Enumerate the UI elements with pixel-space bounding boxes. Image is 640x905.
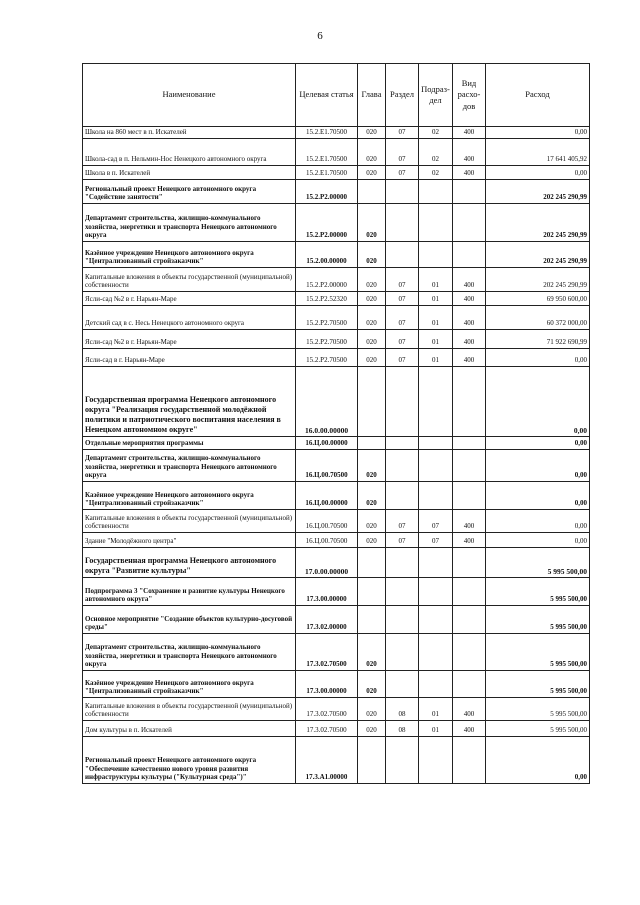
row-subsection: 07 [419,510,453,533]
row-subsection [419,671,453,698]
row-type: 400 [453,533,486,548]
row-code: 17.3.00.00000 [296,578,358,606]
row-name: Государственная программа Ненецкого автономного округа "Реализация государственной молодёжной политики и патриотического воспитания населения в Ненецком автономном округе" [83,367,296,437]
row-section: 08 [386,698,419,721]
row-name: Детский сад в с. Несь Ненецкого автономного округа [83,306,296,330]
table-row [83,242,590,268]
row-type [453,180,486,204]
row-amount: 0,00 [486,166,590,180]
row-name: Школа-сад в п. Нельмин-Нос Ненецкого автономного округа [83,139,296,166]
header-amount: Расход [486,64,590,127]
row-amount: 71 922 690,99 [486,330,590,349]
row-code: 15.2.E1.70500 [296,139,358,166]
row-code: 16.Ц.00.00000 [296,482,358,510]
row-type: 400 [453,139,486,166]
row-subsection [419,180,453,204]
table-row [83,292,590,306]
row-amount: 0,00 [486,510,590,533]
row-amount: 69 950 600,00 [486,292,590,306]
table-row [83,349,590,367]
row-chapter: 020 [358,139,386,166]
table-row [83,548,590,578]
row-section [386,737,419,784]
row-type [453,737,486,784]
row-code: 15.2.P2.70500 [296,330,358,349]
row-name: Казённое учреждение Ненецкого автономного округа "Централизованный стройзаказчик" [83,482,296,510]
row-subsection: 02 [419,127,453,139]
row-type [453,482,486,510]
row-amount: 0,00 [486,482,590,510]
table-row [83,482,590,510]
row-name: Капитальные вложения в объекты государственной (муниципальной) собственности [83,510,296,533]
row-section [386,450,419,482]
row-chapter [358,180,386,204]
table-row [83,634,590,671]
table-row [83,671,590,698]
row-code: 16.Ц.00.70500 [296,533,358,548]
row-chapter: 020 [358,166,386,180]
table-row [83,166,590,180]
table-row [83,698,590,721]
row-chapter: 020 [358,127,386,139]
row-code: 16.Ц.00.00000 [296,437,358,450]
row-chapter [358,437,386,450]
row-type: 400 [453,268,486,292]
row-name: Школа на 860 мест в п. Искателей [83,127,296,139]
row-type [453,606,486,634]
row-name: Казённое учреждение Ненецкого автономного округа "Централизованный стройзаказчик" [83,242,296,268]
row-code: 15.2.P2.00000 [296,204,358,242]
row-subsection [419,204,453,242]
header-name: Наименование [83,64,296,127]
row-type [453,548,486,578]
table-row [83,139,590,166]
row-section: 07 [386,166,419,180]
row-subsection: 01 [419,268,453,292]
row-name: Подпрограмма 3 "Сохранение и развитие культуры Ненецкого автономного округа" [83,578,296,606]
row-chapter: 020 [358,268,386,292]
row-section [386,671,419,698]
table-row [83,450,590,482]
row-chapter: 020 [358,482,386,510]
row-section: 07 [386,268,419,292]
row-chapter: 020 [358,698,386,721]
row-subsection [419,437,453,450]
row-section: 07 [386,533,419,548]
row-section: 07 [386,292,419,306]
row-section [386,482,419,510]
row-chapter: 020 [358,721,386,737]
row-chapter: 020 [358,330,386,349]
row-amount: 5 995 500,00 [486,721,590,737]
row-subsection [419,548,453,578]
row-amount: 0,00 [486,127,590,139]
row-section [386,242,419,268]
row-name: Отдельные мероприятия программы [83,437,296,450]
row-section [386,437,419,450]
row-name: Ясли-сад в г. Нарьян-Маре [83,349,296,367]
row-subsection [419,450,453,482]
row-name: Государственная программа Ненецкого автономного округа "Развитие культуры" [83,548,296,578]
row-amount: 0,00 [486,367,590,437]
row-type: 400 [453,330,486,349]
row-section [386,180,419,204]
row-name: Ясли-сад №2 в г. Нарьян-Маре [83,292,296,306]
row-amount: 202 245 290,99 [486,204,590,242]
row-subsection: 01 [419,721,453,737]
row-name: Капитальные вложения в объекты государственной (муниципальной) собственности [83,698,296,721]
row-subsection [419,737,453,784]
row-type [453,671,486,698]
table-row [83,204,590,242]
header-chapter: Глава [358,64,386,127]
row-type [453,204,486,242]
row-name: Департамент строительства, жилищно-коммунального хозяйства, энергетики и транспорта Ненецкого автономного округа [83,204,296,242]
table-row [83,533,590,548]
header-code: Целевая статья [296,64,358,127]
row-code: 15.2.P2.70500 [296,349,358,367]
row-name: Казённое учреждение Ненецкого автономного округа "Централизованный стройзаказчик" [83,671,296,698]
row-code: 15.2.P2.00000 [296,268,358,292]
row-chapter [358,367,386,437]
row-code: 15.2.E1.70500 [296,127,358,139]
row-amount: 60 372 000,00 [486,306,590,330]
row-chapter: 020 [358,510,386,533]
row-name: Дом культуры в п. Искателей [83,721,296,737]
row-type: 400 [453,510,486,533]
row-subsection [419,578,453,606]
row-code: 17.3.A1.00000 [296,737,358,784]
row-type [453,242,486,268]
row-amount: 17 641 405,92 [486,139,590,166]
row-type: 400 [453,698,486,721]
table-row [83,330,590,349]
row-type [453,367,486,437]
row-code: 15.2.P2.70500 [296,306,358,330]
row-code: 17.3.02.70500 [296,721,358,737]
table-row [83,578,590,606]
row-subsection: 01 [419,349,453,367]
row-type: 400 [453,349,486,367]
row-type: 400 [453,306,486,330]
row-section: 07 [386,139,419,166]
row-amount: 5 995 500,00 [486,698,590,721]
row-amount: 202 245 290,99 [486,242,590,268]
row-type [453,450,486,482]
row-chapter: 020 [358,306,386,330]
row-subsection: 02 [419,139,453,166]
row-amount: 0,00 [486,737,590,784]
row-chapter: 020 [358,533,386,548]
row-code: 15.2.00.00000 [296,242,358,268]
row-chapter: 020 [358,349,386,367]
row-subsection: 01 [419,306,453,330]
row-subsection: 07 [419,533,453,548]
row-section: 08 [386,721,419,737]
row-amount: 0,00 [486,450,590,482]
row-subsection: 01 [419,698,453,721]
row-code: 15.2.P2.00000 [296,180,358,204]
row-type: 400 [453,127,486,139]
row-subsection: 01 [419,330,453,349]
row-chapter: 020 [358,292,386,306]
row-amount: 202 245 290,99 [486,180,590,204]
row-chapter [358,606,386,634]
row-code: 16.0.00.00000 [296,367,358,437]
row-amount: 202 245 290,99 [486,268,590,292]
row-name: Ясли-сад №2 в г. Нарьян-Маре [83,330,296,349]
header-section: Раздел [386,64,419,127]
row-name: Региональный проект Ненецкого автономного округа "Содействие занятости" [83,180,296,204]
row-section: 07 [386,349,419,367]
table-row [83,606,590,634]
row-name: Капитальные вложения в объекты государственной (муниципальной) собственности [83,268,296,292]
row-type [453,578,486,606]
row-code: 17.3.02.70500 [296,698,358,721]
table-row [83,737,590,784]
row-code: 15.2.P2.52320 [296,292,358,306]
row-amount: 0,00 [486,437,590,450]
row-type [453,437,486,450]
header-type: Вид расхо-дов [453,64,486,127]
row-name: Департамент строительства, жилищно-коммунального хозяйства, энергетики и транспорта Ненецкого автономного округа [83,634,296,671]
table-header-row [83,64,590,127]
row-code: 17.3.02.00000 [296,606,358,634]
row-amount: 5 995 500,00 [486,606,590,634]
row-amount: 5 995 500,00 [486,671,590,698]
row-subsection [419,606,453,634]
row-code: 16.Ц.00.70500 [296,510,358,533]
row-type: 400 [453,166,486,180]
row-subsection [419,242,453,268]
row-name: Основное мероприятие "Создание объектов культурно-досуговой среды" [83,606,296,634]
row-section [386,204,419,242]
row-name: Школа в п. Искателей [83,166,296,180]
row-section [386,634,419,671]
row-chapter: 020 [358,634,386,671]
row-amount: 5 995 500,00 [486,634,590,671]
row-amount: 5 995 500,00 [486,548,590,578]
row-amount: 0,00 [486,349,590,367]
row-subsection [419,634,453,671]
table-row [83,180,590,204]
row-code: 17.3.02.70500 [296,634,358,671]
row-type: 400 [453,721,486,737]
table-row [83,721,590,737]
row-section [386,578,419,606]
table-row [83,510,590,533]
row-amount: 0,00 [486,533,590,548]
row-name: Здание "Молодёжного центра" [83,533,296,548]
row-chapter [358,578,386,606]
row-chapter [358,548,386,578]
row-type [453,634,486,671]
row-section [386,606,419,634]
row-type: 400 [453,292,486,306]
budget-table [82,63,590,784]
table-row [83,306,590,330]
row-chapter [358,737,386,784]
row-subsection: 01 [419,292,453,306]
row-code: 15.2.E1.70500 [296,166,358,180]
row-chapter: 020 [358,671,386,698]
table-row [83,268,590,292]
table-row [83,367,590,437]
row-subsection [419,367,453,437]
row-code: 17.0.00.00000 [296,548,358,578]
row-name: Региональный проект Ненецкого автономного округа "Обеспечение качественно нового уровня развития инфраструктуры культуры ("Культурная среда")" [83,737,296,784]
row-chapter: 020 [358,450,386,482]
table-row [83,127,590,139]
row-section: 07 [386,306,419,330]
row-section: 07 [386,330,419,349]
row-amount: 5 995 500,00 [486,578,590,606]
header-subsection: Подраз-дел [419,64,453,127]
row-chapter: 020 [358,204,386,242]
table-row [83,437,590,450]
row-code: 17.3.00.00000 [296,671,358,698]
row-code: 16.Ц.00.70500 [296,450,358,482]
row-section [386,367,419,437]
row-subsection [419,482,453,510]
page-number: 6 [317,30,323,42]
row-section: 07 [386,510,419,533]
row-chapter: 020 [358,242,386,268]
row-section: 07 [386,127,419,139]
row-name: Департамент строительства, жилищно-коммунального хозяйства, энергетики и транспорта Ненецкого автономного округа [83,450,296,482]
row-subsection: 02 [419,166,453,180]
row-section [386,548,419,578]
